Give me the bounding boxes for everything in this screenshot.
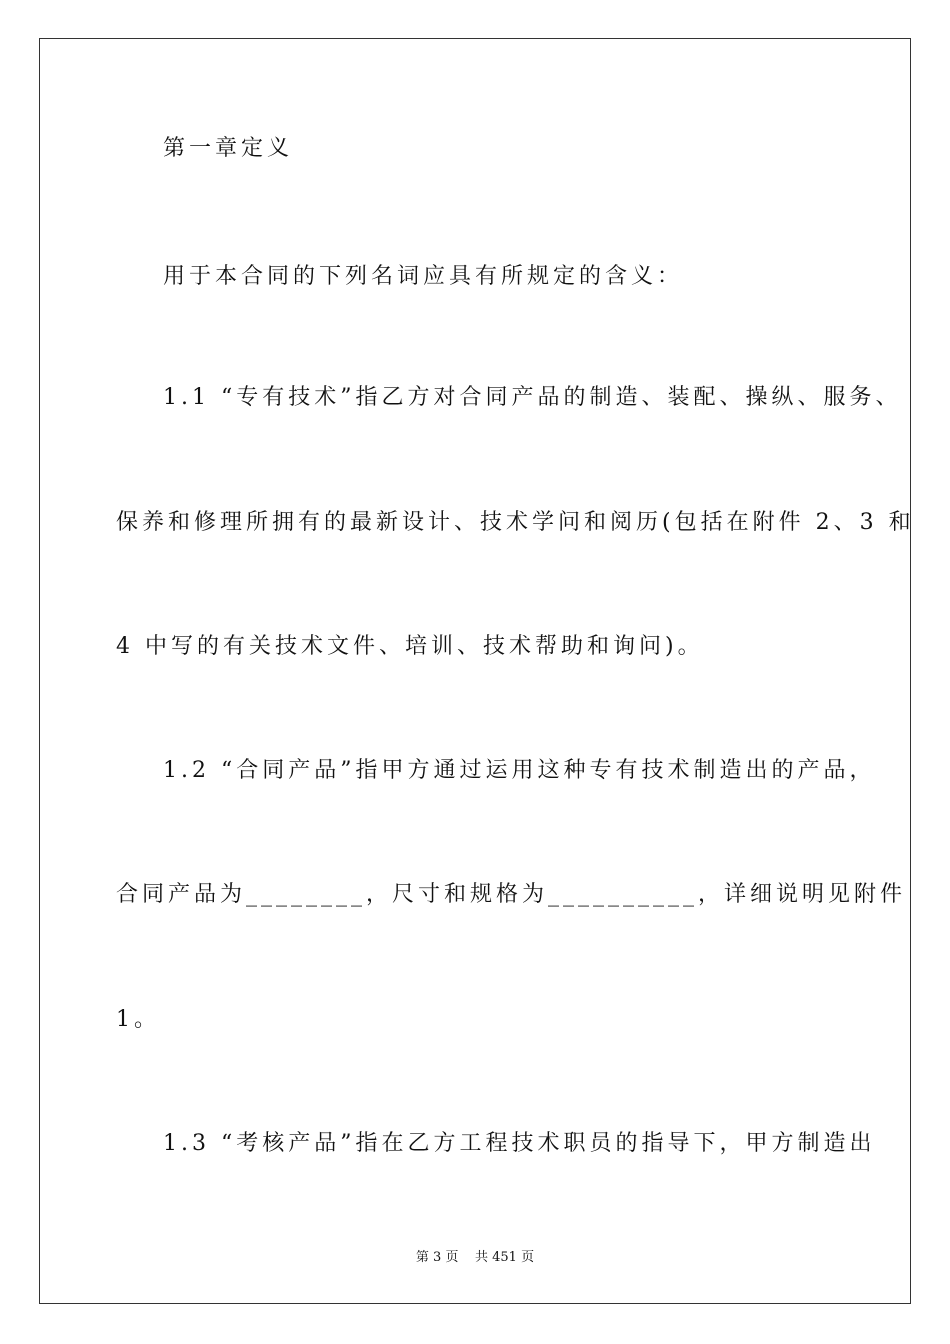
paragraph-1-1-line-3: 4 中写的有关技术文件、培训、技术帮助和询问)。 (116, 634, 704, 659)
paragraph-intro: 用于本合同的下列名词应具有所规定的含义： (163, 264, 684, 289)
page-number-footer: 第 3 页 共 451 页 (415, 1250, 535, 1265)
paragraph-1-3-line-1: 1.3 “考核产品”指在乙方工程技术职员的指导下，甲方制造出 (163, 1131, 876, 1156)
paragraph-1-2-line-3: 1。 (116, 1007, 160, 1032)
paragraph-1-2-line-2: 合同产品为________，尺寸和规格为__________，详细说明见附件 (116, 882, 907, 907)
paragraph-1-1-line-2: 保养和修理所拥有的最新设计、技术学问和阅历(包括在附件 2、3 和 (116, 510, 915, 535)
page-border (39, 38, 911, 1304)
chapter-heading: 第一章定义 (163, 136, 294, 161)
paragraph-1-2-line-1: 1.2 “合同产品”指甲方通过运用这种专有技术制造出的产品， (163, 758, 876, 783)
paragraph-1-1-line-1: 1.1 “专有技术”指乙方对合同产品的制造、装配、操纵、服务、 (163, 385, 902, 410)
